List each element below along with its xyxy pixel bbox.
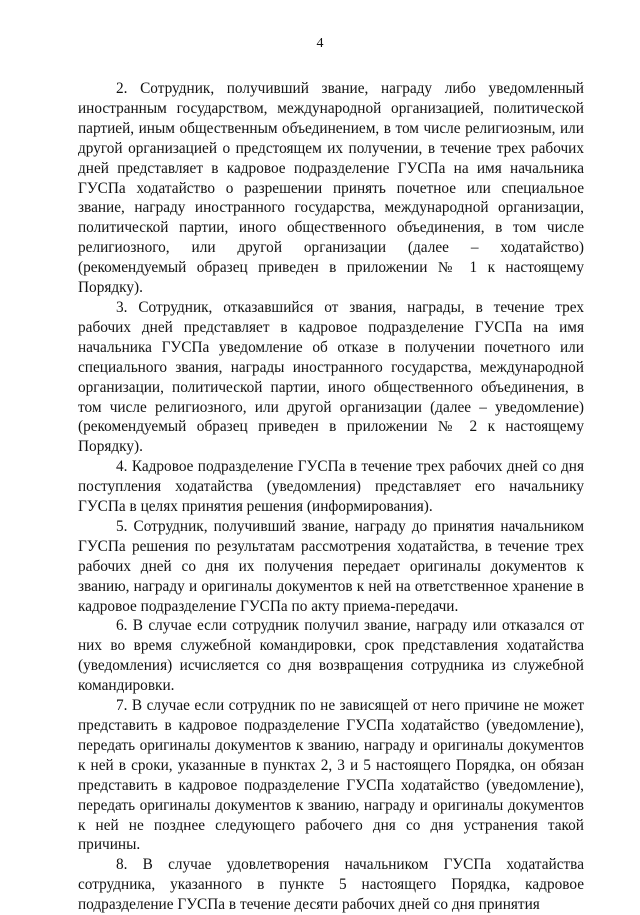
document-body bbox=[78, 79, 584, 915]
paragraph-2: 2. Сотрудник, получивший звание, награду либо уведомленный иностранным государством, международной организацией, политической партией, иным общественным объединением, в том числе религиозным, или другой организацией о предстоящем их получении, в течение трех рабочих дней представляет в кадровое подразделение ГУСПа на имя начальника ГУСПа ходатайство о разрешении принять почетное или специальное звание, награду иностранного государства, международной организации, политической партии, иного общественного объединения, в том числе религиозного, или другой организации (далее – ходатайство) (рекомендуемый образец приведен в приложении № 1 к настоящему Порядку). bbox=[78, 80, 584, 297]
paragraph-6: 6. В случае если сотрудник получил звание, награду или отказался от них во время служебной командировки, срок представления ходатайства (уведомления) исчисляется со дня возвращения сотрудника из служебной командировки. bbox=[78, 617, 584, 695]
paragraph-7: 7. В случае если сотрудник по не зависящей от него причине не может представить в кадровое подразделение ГУСПа ходатайство (уведомление), передать оригиналы документов к званию, награду и оригиналы документов к ней в сроки, указанные в пунктах 2, 3 и 5 настоящего Порядка, он обязан представить в кадровое подразделение ГУСПа ходатайство (уведомление), передать оригиналы документов к званию, награду и оригиналы документов к ней не позднее следующего рабочего дня со дня устранения такой причины. bbox=[78, 697, 584, 854]
paragraph-5: 5. Сотрудник, получивший звание, награду до принятия начальником ГУСПа решения по результатам рассмотрения ходатайства, в течение трех рабочих дней со дня их получения передает оригиналы документов к званию, награду и оригиналы документов к ней на ответственное хранение в кадровое подразделение ГУСПа по акту приема-передачи. bbox=[78, 517, 584, 615]
paragraph-8: 8. В случае удовлетворения начальником ГУСПа ходатайства сотрудника, указанного в пункте 5 настоящего Порядка, кадровое подразделение ГУСПа в течение десяти рабочих дней со дня принятия bbox=[78, 856, 584, 914]
paragraph-4: 4. Кадровое подразделение ГУСПа в течение трех рабочих дней со дня поступления ходатайства (уведомления) представляет его начальнику ГУСПа в целях принятия решения (информирования). bbox=[78, 458, 584, 516]
page-number: 4 bbox=[316, 36, 324, 51]
paragraph-3: 3. Сотрудник, отказавшийся от звания, награды, в течение трех рабочих дней представляет в кадровое подразделение ГУСПа на имя начальника ГУСПа уведомление об отказе в получении почетного или специального звания, награды иностранного государства, международной организации, политической партии, иного общественного объединения, в том числе религиозного, или другой организации (далее – уведомление) (рекомендуемый образец приведен в приложении № 2 к настоящему Порядку). bbox=[78, 298, 584, 456]
